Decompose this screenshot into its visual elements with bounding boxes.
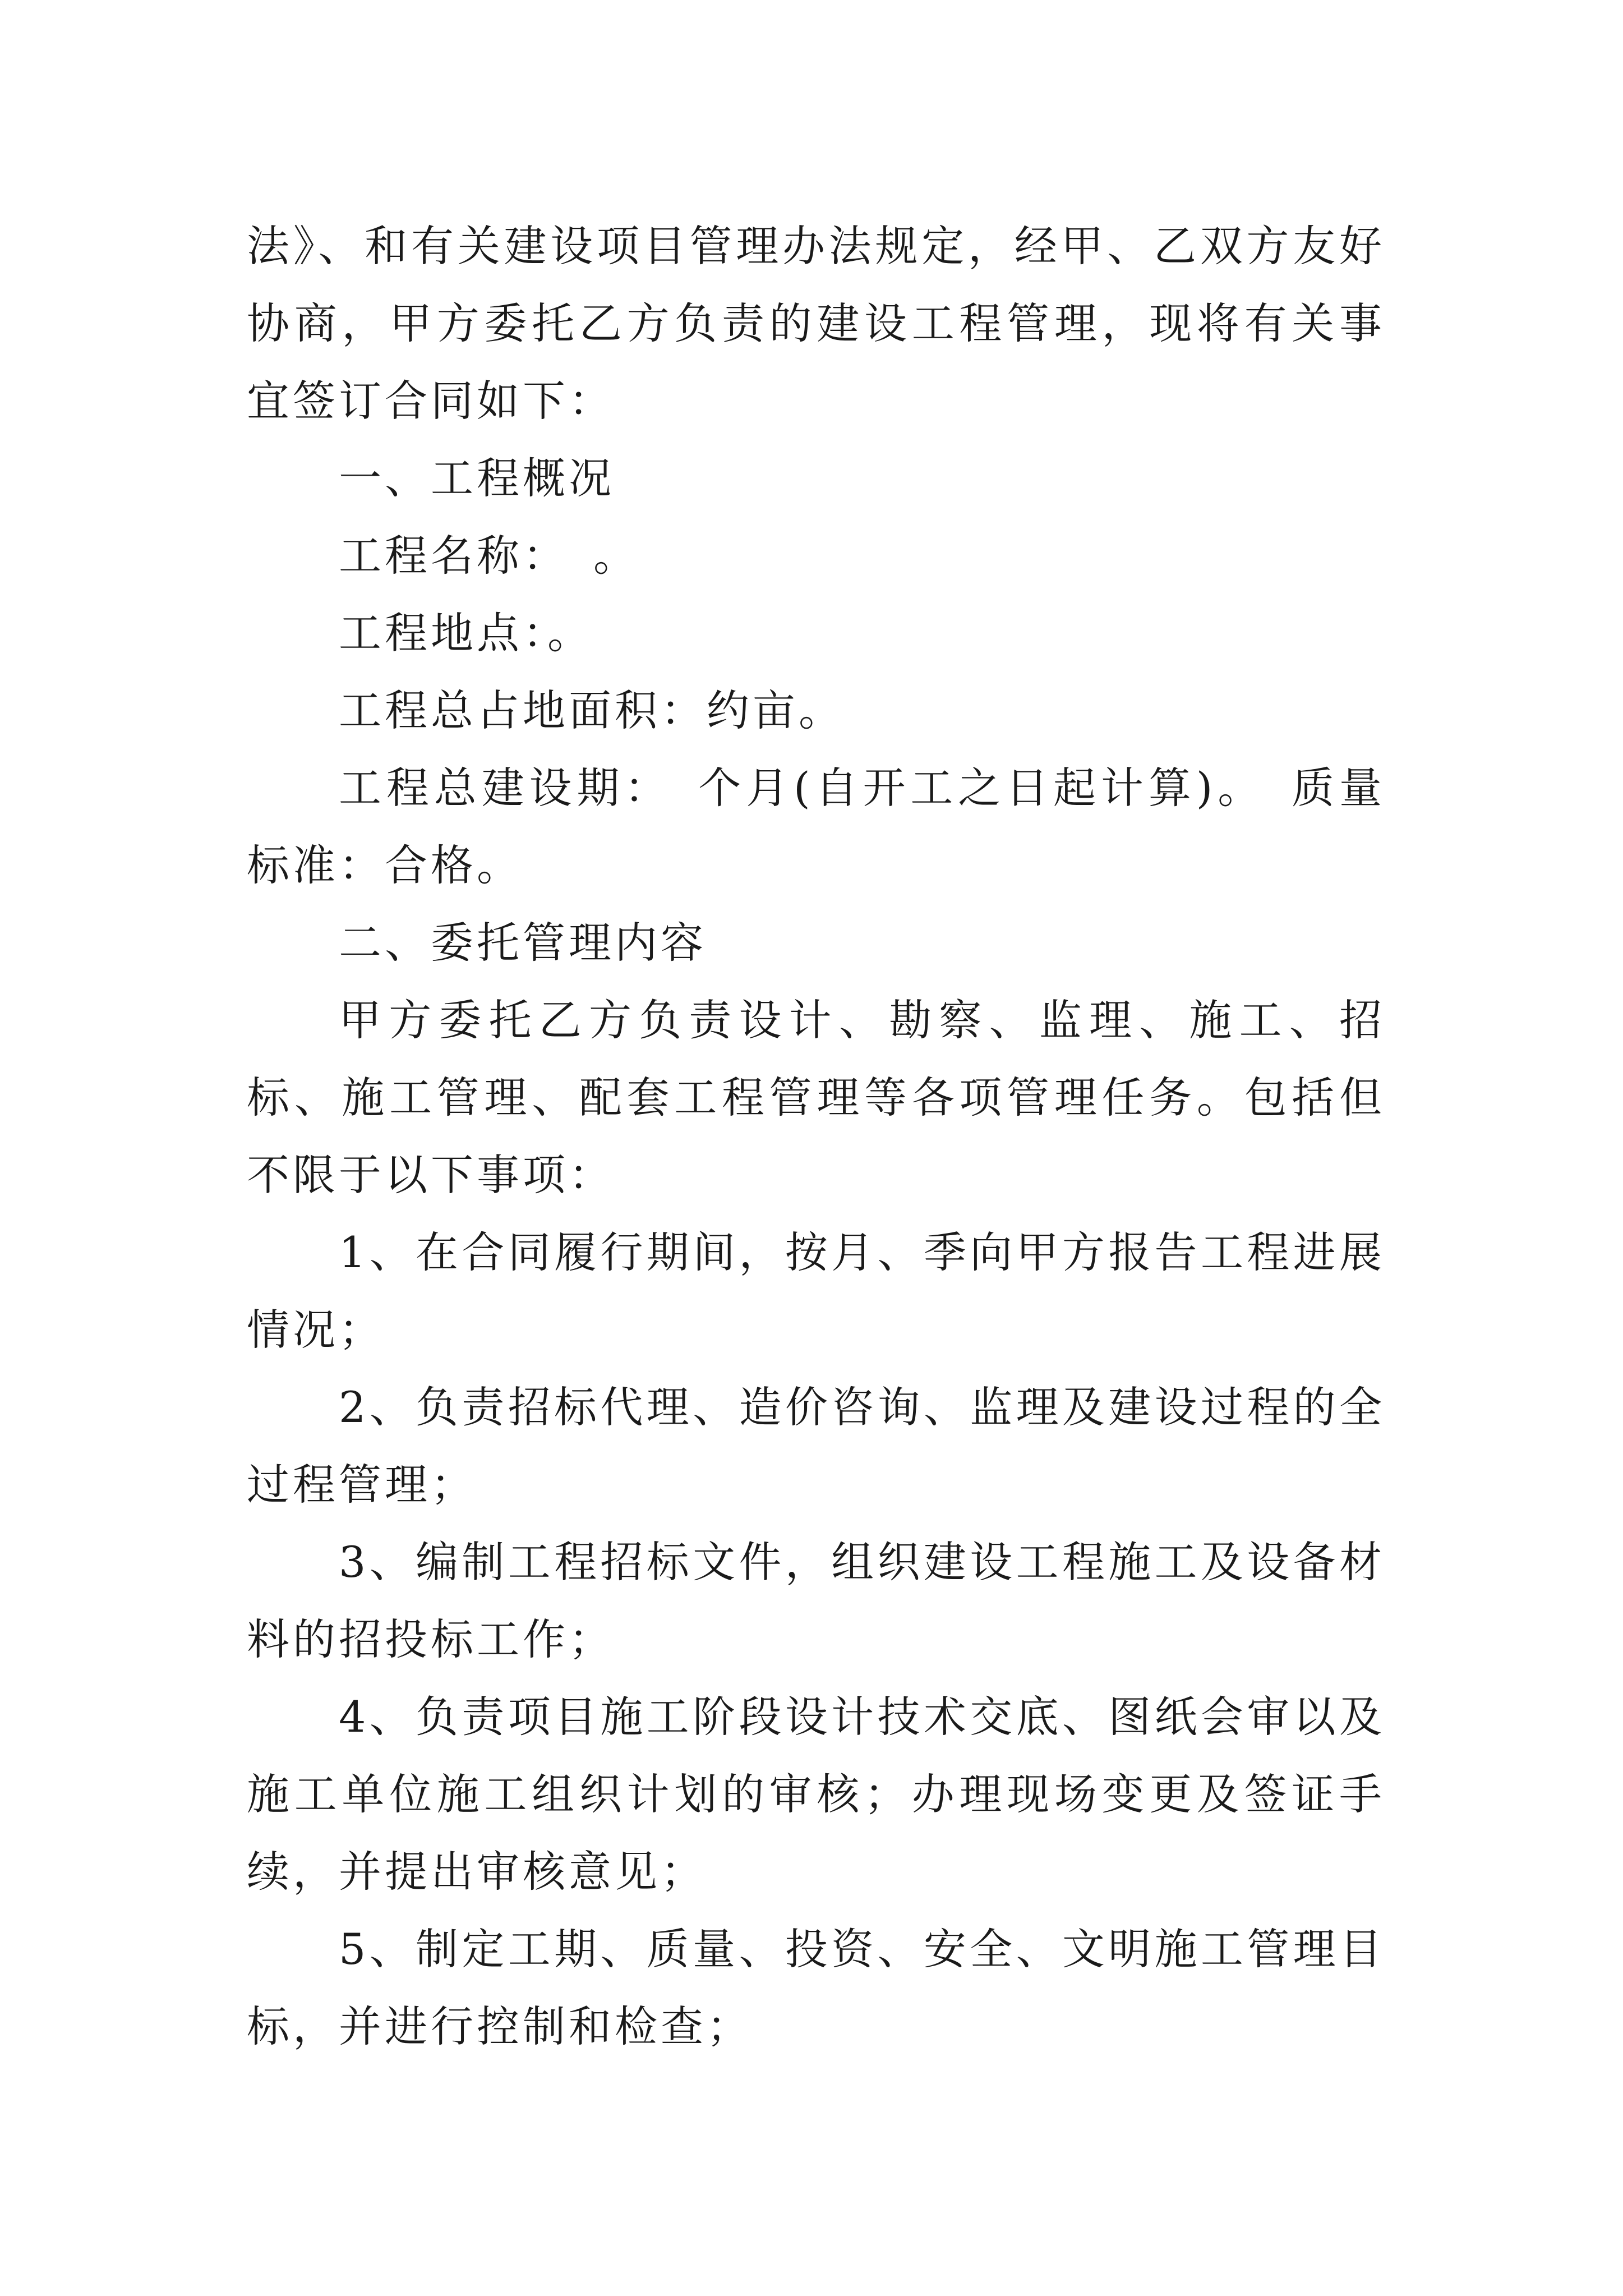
field-project-name: 工程名称： 。 xyxy=(339,531,639,581)
list-item-5: 5、制定工期、质量、投资、安全、文明施工管理目标，并进行控制和检查； xyxy=(247,1924,1385,2051)
paragraph-management-scope: 甲方委托乙方负责设计、勘察、监理、施工、招标、施工管理、配套工程管理等各项管理任务。包括但不限于以下事项： xyxy=(247,995,1385,1200)
list-item-1: 1、在合同履行期间，按月、季向甲方报告工程进展情况； xyxy=(247,1227,1385,1355)
document-body xyxy=(247,208,1385,2065)
list-item-2: 2、负责招标代理、造价咨询、监理及建设过程的全过程管理； xyxy=(247,1382,1385,1510)
list-item-3: 3、编制工程招标文件，组织建设工程施工及设备材料的招投标工作； xyxy=(247,1537,1385,1664)
paragraph-contract-preamble: 法》、和有关建设项目管理办法规定，经甲、乙双方友好协商，甲方委托乙方负责的建设工程管理，现将有关事宜签订合同如下： xyxy=(247,221,1385,426)
field-construction-period: 工程总建设期： 个月(自开工之日起计算)。 质量标准：合格。 xyxy=(247,763,1385,890)
field-project-area: 工程总占地面积：约亩。 xyxy=(339,685,845,735)
list-item-4: 4、负责项目施工阶段设计技术交底、图纸会审以及施工单位施工组织计划的审核；办理现场变更及签证手续，并提出审核意见； xyxy=(247,1692,1385,1897)
heading-management-scope: 二、委托管理内容 xyxy=(339,918,707,968)
heading-project-overview: 一、工程概况 xyxy=(339,453,615,503)
field-project-location: 工程地点：。 xyxy=(339,608,593,658)
